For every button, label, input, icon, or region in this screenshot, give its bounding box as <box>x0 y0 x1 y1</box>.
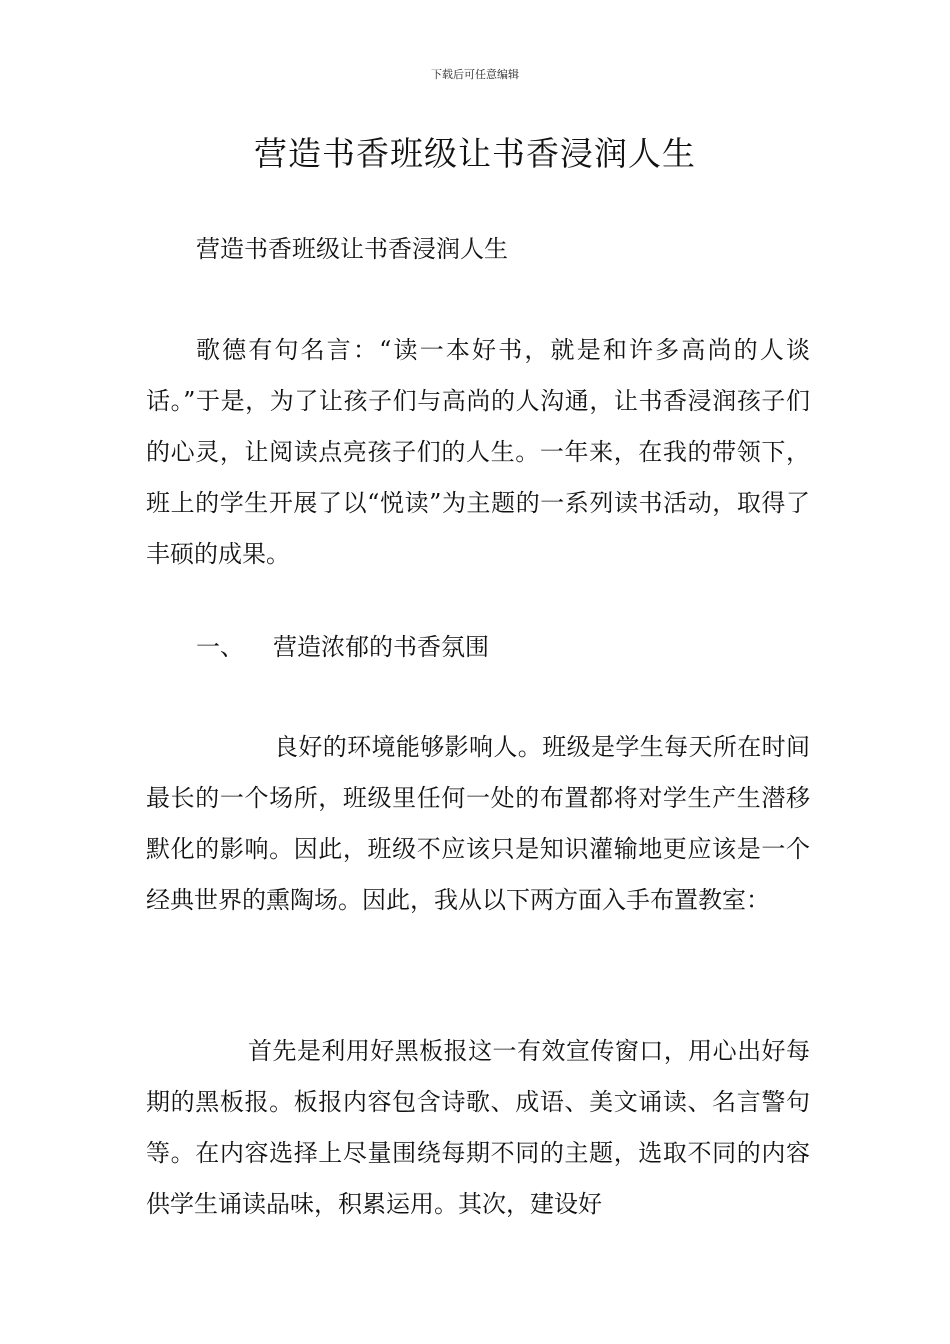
section-heading <box>196 632 489 662</box>
intro-paragraph: 歌德有句名言：“读一本好书，就是和许多高尚的人谈话。”于是，为了让孩子们与高尚的人沟通，让书香浸润孩子们的心灵，让阅读点亮孩子们的人生。一年来，在我的带领下，班上的学生开展了以“悦读”为主题的一系列读书活动，取得了丰硕的成果。 <box>146 336 810 568</box>
body-paragraph-blackboard: 首先是利用好黑板报这一有效宣传窗口，用心出好每期的黑板报。板报内容包含诗歌、成语、美文诵读、名言警句等。在内容选择上尽量围绕每期不同的主题，选取不同的内容供学生诵读品味，积累运用。其次，建设好 <box>146 1037 810 1218</box>
section-title: 营造浓郁的书香氛围 <box>273 633 489 661</box>
section-number: 一、 <box>196 633 244 661</box>
document-subtitle: 营造书香班级让书香浸润人生 <box>196 235 508 263</box>
document-title: 营造书香班级让书香浸润人生 <box>254 134 696 173</box>
body-paragraph-environment: 良好的环境能够影响人。班级是学生每天所在时间最长的一个场所，班级里任何一处的布置都将对学生产生潜移默化的影响。因此，班级不应该只是知识灌输地更应该是一个经典世界的熏陶场。因此，我从以下两方面入手布置教室： <box>146 733 810 914</box>
header-note: 下载后可任意编辑 <box>431 68 519 81</box>
